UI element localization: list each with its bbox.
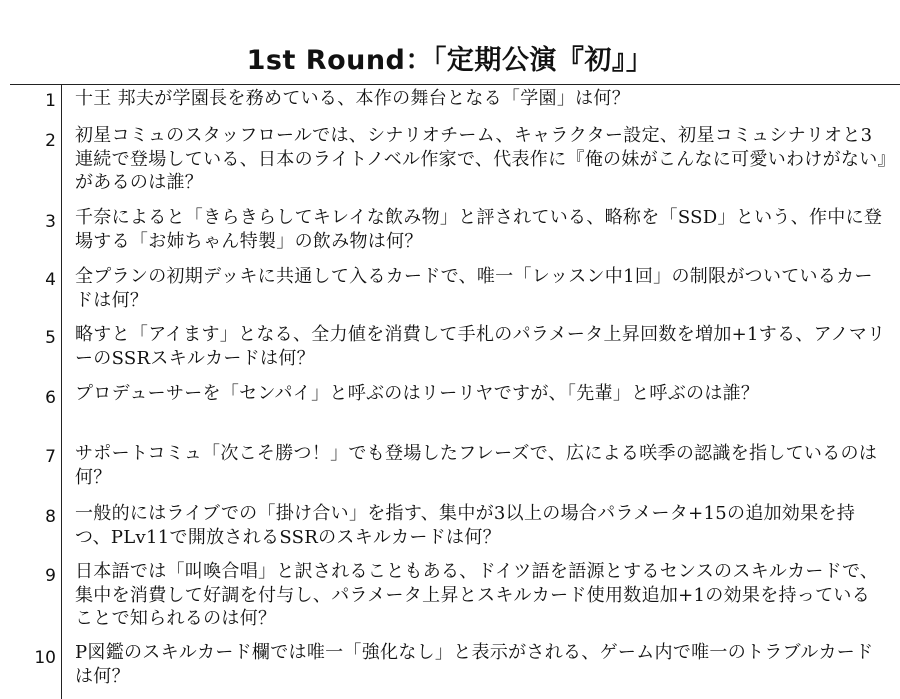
question-number: 6 — [45, 388, 56, 408]
question-number: 1 — [45, 91, 56, 111]
question-text: 日本語では「叫喚合唱」と訳されることもある、ドイツ語を語源とするセンスのスキルカードで、集中を消費して好調を付与し、パラメータ上昇とスキルカード使用数追加+1の効果を持っていることで知られるのは何？ — [75, 561, 879, 629]
question-text: 一般的にはライブでの「掛け合い」を指す、集中が3以上の場合パラメータ+15の追加効果を持つ、PLv11で開放されるSSRのスキルカードは何？ — [75, 503, 856, 548]
number-column-divider — [61, 84, 62, 699]
question-text: 十王 邦夫が学園長を務めている、本作の舞台となる「学園」は何？ — [75, 88, 631, 109]
question-text: 千奈によると「きらきらしてキレイな飲み物」と評されている、略称を「SSD」という、作中に登場する「お姉ちゃん特製」の飲み物は何？ — [75, 207, 883, 252]
question-text: 全プランの初期デッキに共通して入るカードで、唯一「レッスン中1回」の制限がついているカードは何？ — [75, 266, 873, 311]
page-title: 1st Round：「定期公演『初』」 — [246, 45, 654, 76]
question-number: 9 — [45, 566, 56, 586]
question-text: サポートコミュ「次こそ勝つ！」でも登場したフレーズで、広による咲季の認識を指しているのは何？ — [75, 443, 878, 488]
title-divider — [10, 84, 900, 85]
question-text: プロデューサーを「センパイ」と呼ぶのはリーリヤですが、「先輩」と呼ぶのは誰？ — [75, 383, 760, 404]
question-number: 4 — [45, 270, 56, 290]
question-number: 8 — [45, 507, 56, 527]
question-number: 3 — [45, 212, 56, 232]
question-text: 略すと「アイます」となる、全力値を消費して手札のパラメータ上昇回数を増加+1する、アノマリーのSSRスキルカードは何？ — [75, 324, 886, 369]
question-number: 2 — [45, 131, 56, 151]
question-text: P図鑑のスキルカード欄では唯一「強化なし」と表示がされる、ゲーム内で唯一のトラブルカードは何？ — [75, 642, 874, 687]
question-number: 7 — [45, 447, 56, 467]
question-number: 10 — [34, 648, 56, 668]
question-text: 初星コミュのスタッフロールでは、シナリオチーム、キャラクター設定、初星コミュシナリオと3連続で登場している、日本のライトノベル作家で、代表作に『俺の妹がこんなに可愛いわけがない』があるのは誰？ — [75, 125, 887, 193]
question-number: 5 — [45, 328, 56, 348]
